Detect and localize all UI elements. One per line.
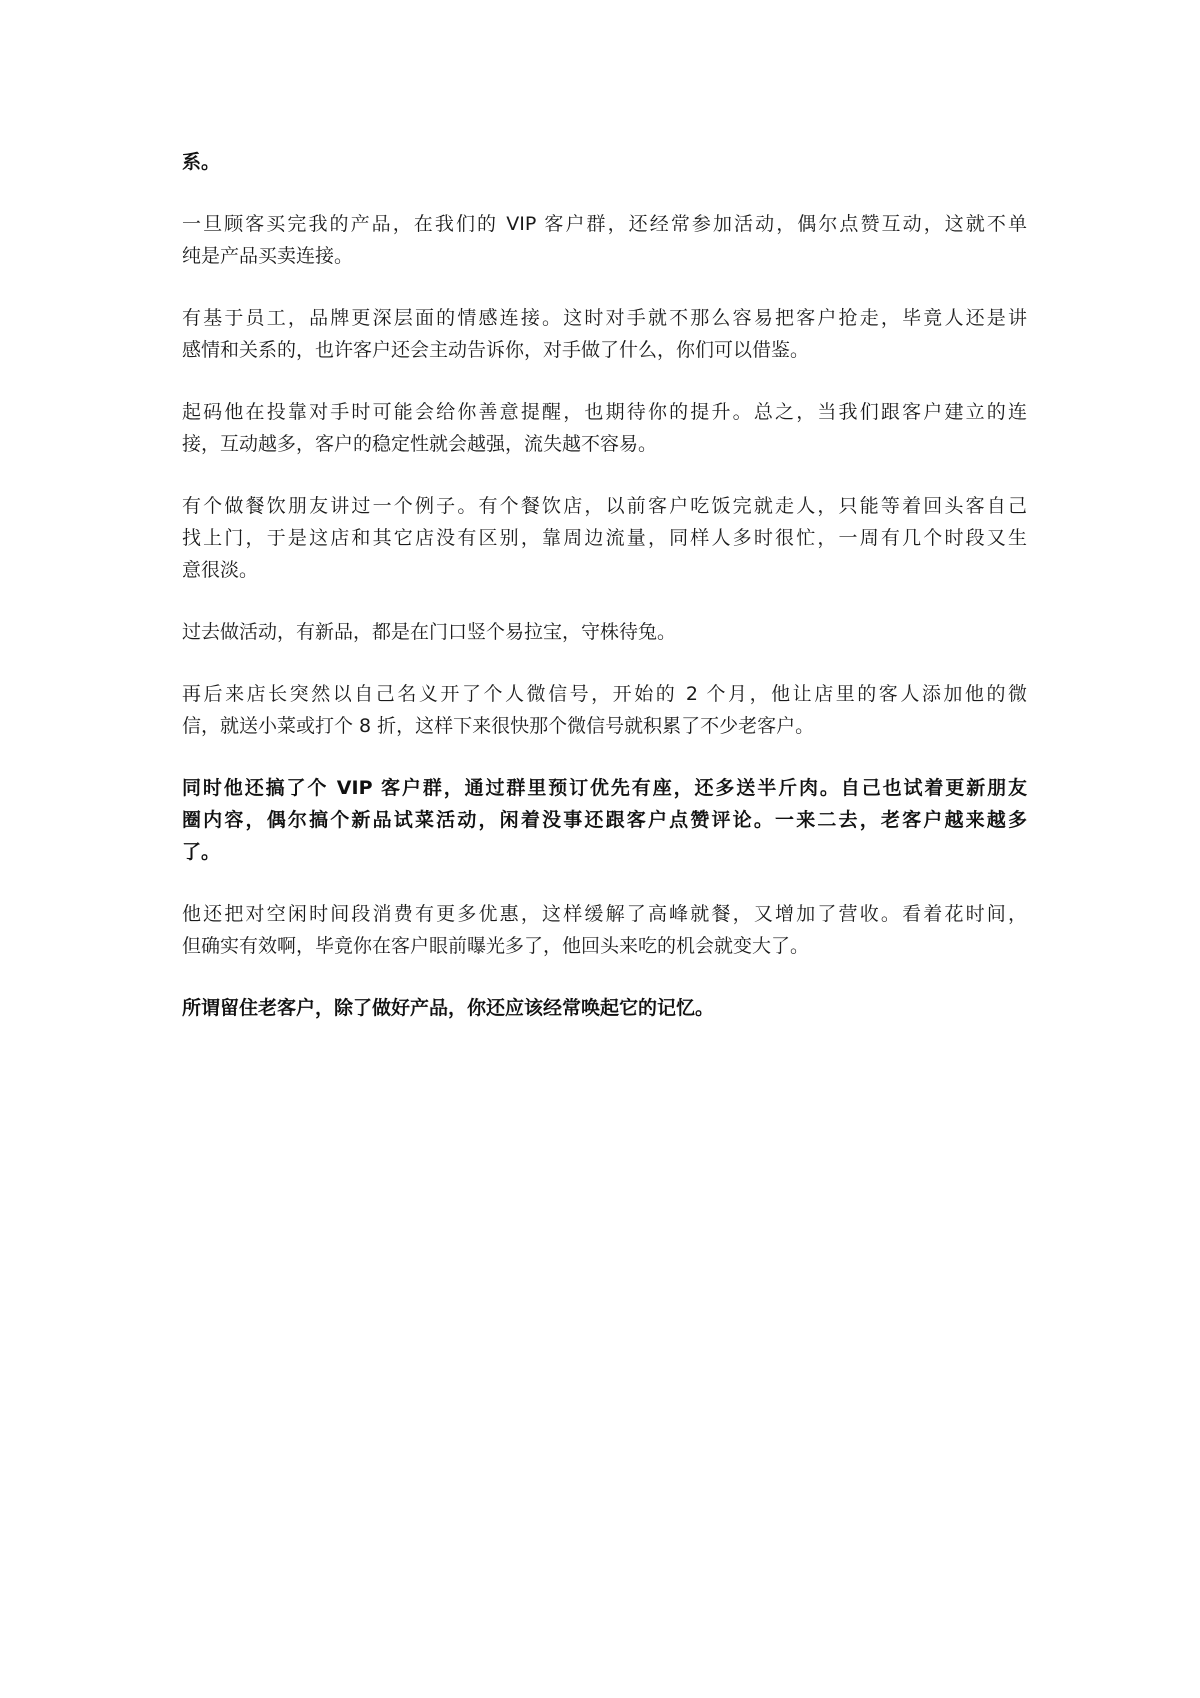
paragraph — [182, 396, 1027, 460]
text-line: 一旦顾客买完我的产品，在我们的 VIP 客户群，还经常参加活动，偶尔点赞互动，这就不单 — [182, 213, 1027, 235]
paragraph — [182, 146, 1027, 178]
text-line: 感情和关系的，也许客户还会主动告诉你，对手做了什么，你们可以借鉴。 — [182, 339, 810, 361]
text-line: 有基于员工，品牌更深层面的情感连接。这时对手就不那么容易把客户抢走，毕竟人还是讲 — [182, 307, 1027, 329]
paragraph — [182, 898, 1027, 962]
text-line: 纯是产品买卖连接。 — [182, 245, 354, 267]
text-line: 但确实有效啊，毕竟你在客户眼前曝光多了，他回头来吃的机会就变大了。 — [182, 935, 810, 957]
text-line: 了。 — [182, 841, 221, 863]
text-line: 同时他还搞了个 VIP 客户群，通过群里预订优先有座，还多送半斤肉。自己也试着更新朋友 — [182, 777, 1027, 799]
text-line: 信，就送小菜或打个 8 折，这样下来很快那个微信号就积累了不少老客户。 — [182, 715, 815, 737]
paragraph — [182, 678, 1027, 742]
text-line: 接，互动越多，客户的稳定性就会越强，流失越不容易。 — [182, 433, 658, 455]
text-line: 起码他在投靠对手时可能会给你善意提醒，也期待你的提升。总之，当我们跟客户建立的连 — [182, 401, 1027, 423]
paragraph — [182, 490, 1027, 586]
text-line: 意很淡。 — [182, 559, 259, 581]
document-page — [182, 146, 1027, 1054]
text-line: 找上门，于是这店和其它店没有区别，靠周边流量，同样人多时很忙，一周有几个时段又生 — [182, 527, 1027, 549]
text-line: 他还把对空闲时间段消费有更多优惠，这样缓解了高峰就餐，又增加了营收。看着花时间， — [182, 903, 1027, 925]
paragraph — [182, 992, 1027, 1024]
paragraph — [182, 208, 1027, 272]
text-line: 过去做活动，有新品，都是在门口竖个易拉宝，守株待兔。 — [182, 621, 677, 643]
text-line: 再后来店长突然以自己名义开了个人微信号，开始的 2 个月，他让店里的客人添加他的微 — [182, 683, 1027, 705]
paragraph — [182, 302, 1027, 366]
text-line: 有个做餐饮朋友讲过一个例子。有个餐饮店，以前客户吃饭完就走人，只能等着回头客自己 — [182, 495, 1027, 517]
text-line: 圈内容，偶尔搞个新品试菜活动，闲着没事还跟客户点赞评论。一来二去，老客户越来越多 — [182, 809, 1027, 831]
text-line: 所谓留住老客户，除了做好产品，你还应该经常唤起它的记忆。 — [182, 997, 715, 1019]
paragraph — [182, 616, 1027, 648]
text-line: 系。 — [182, 151, 221, 173]
paragraph — [182, 772, 1027, 868]
